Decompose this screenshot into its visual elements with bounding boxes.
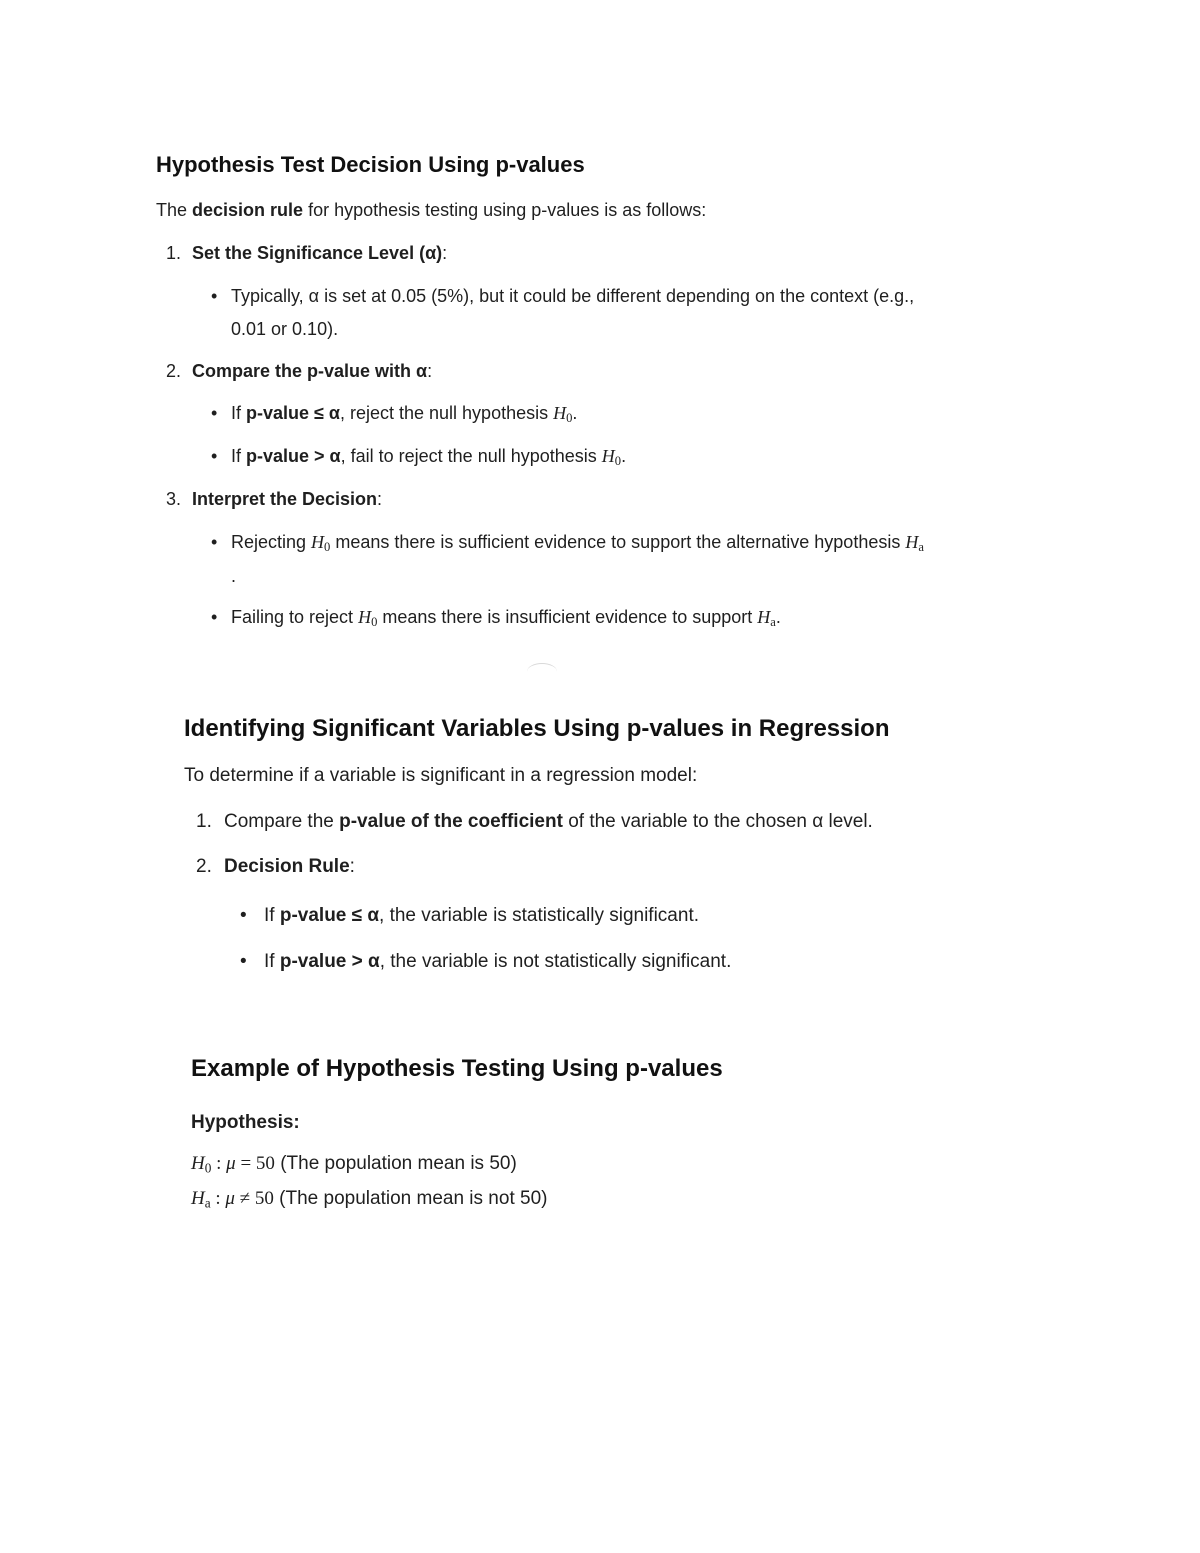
bullet-item: • Rejecting $H_0$ means there is sufficient evidence to support the alternative hypothesis $H_a$ [211, 532, 924, 555]
ha-symbol: $H_a$ [757, 607, 776, 630]
alternative-hypothesis: $H_a$ : μ ≠ 50 (The population mean is not 50) [191, 1188, 548, 1211]
intro-text: The decision rule for hypothesis testing using p-values is as follows: [156, 200, 707, 220]
bullet-item: • If p-value > α, fail to reject the null hypothesis $H_0$. [211, 446, 627, 469]
bullet-item: • Failing to reject $H_0$ means there is insufficient evidence to support $H_a$. [211, 607, 781, 630]
bullet-item: • If p-value ≤ α, reject the null hypothesis $H_0$. [211, 403, 578, 426]
section-title: Hypothesis Test Decision Using p-values [156, 152, 585, 177]
section-title: Identifying Significant Variables Using p-values in Regression [184, 715, 890, 742]
h0-symbol: $H_0$ [311, 532, 331, 555]
bullet-item: • If p-value > α, the variable is not statistically significant. [240, 951, 732, 972]
section-title: Example of Hypothesis Testing Using p-values [191, 1055, 723, 1082]
list-item: 2. Decision Rule: [196, 856, 355, 877]
h0-symbol: $H_0$ [553, 403, 573, 426]
list-item: 1. Compare the p-value of the coefficient of the variable to the chosen α level. [196, 811, 873, 832]
list-item: 3. Interpret the Decision: [166, 489, 383, 509]
bullet-item: • Typically, α is set at 0.05 (5%), but it could be different depending on the context (e.g., [211, 286, 915, 306]
null-hypothesis: $H_0$ : μ = 50 (The population mean is 50) [191, 1153, 517, 1176]
intro-text: To determine if a variable is significant in a regression model: [184, 765, 698, 786]
list-item: 2. Compare the p-value with α: [166, 361, 433, 381]
bullet-continuation: . [231, 566, 237, 586]
bullet-item: • If p-value ≤ α, the variable is statistically significant. [240, 905, 699, 926]
loading-indicator [527, 663, 557, 680]
ha-symbol: $H_a$ [905, 532, 924, 555]
h0-symbol: $H_0$ [601, 446, 622, 469]
hypothesis-label: Hypothesis: [191, 1112, 300, 1133]
list-item: 1. Set the Significance Level (α): [166, 243, 448, 263]
bullet-continuation: 0.01 or 0.10). [231, 319, 339, 339]
h0-symbol: $H_0$ [358, 607, 378, 630]
